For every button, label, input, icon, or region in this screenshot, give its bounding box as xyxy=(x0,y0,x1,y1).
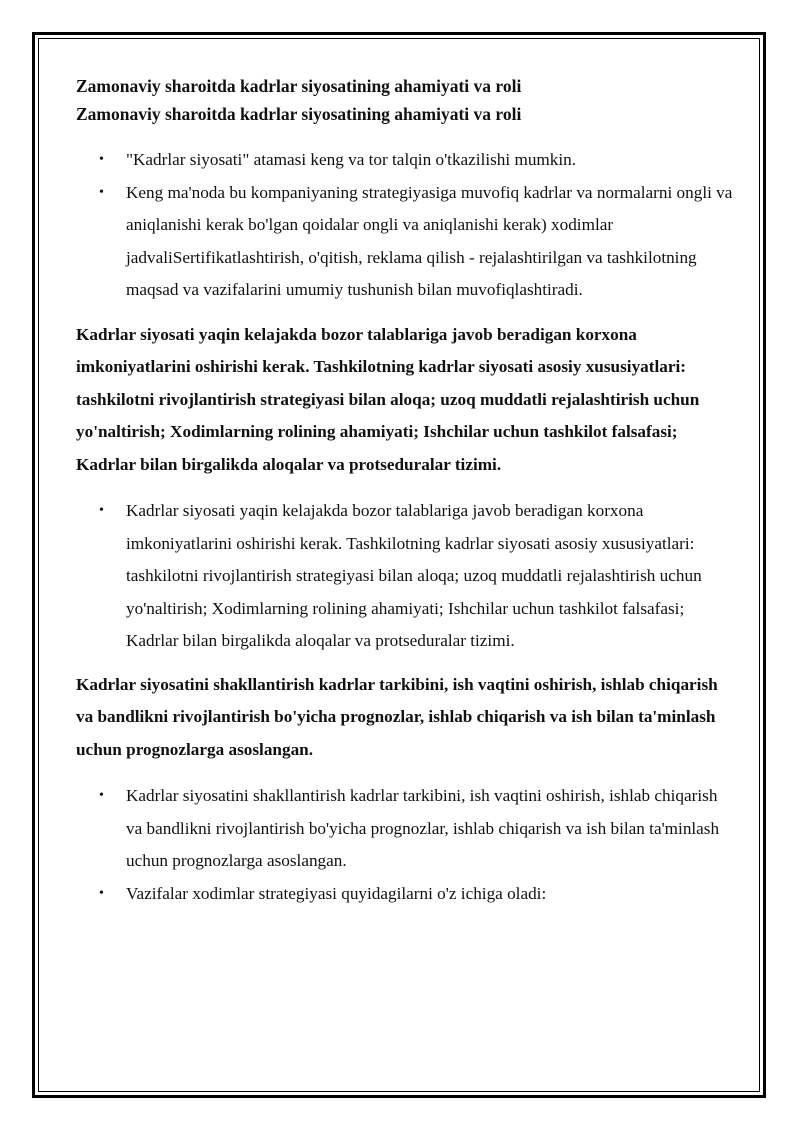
bold-paragraph-1: Kadrlar siyosati yaqin kelajakda bozor talablariga javob beradigan korxona imkoniyatlarini oshirishi kerak. Tashkilotning kadrlar siyosati asosiy xususiyatlari: tashkilotni rivojlantirish strategiyasi bilan aloqa; uzoq muddatli rejalashtirish uchun yo'naltirish; Xodimlarning rolining ahamiyati; Ishchilar uchun tashkilot falsafasi; Kadrlar bilan birgalikda aloqalar va protseduralar tizimi. xyxy=(76,324,700,474)
bullet-icon: • xyxy=(99,503,104,518)
document-title: Zamonaviy sharoitda kadrlar siyosatining ahamiyati va roli xyxy=(76,76,522,96)
title-block xyxy=(76,72,736,128)
bullet-icon: • xyxy=(99,885,104,901)
list-item xyxy=(76,495,736,658)
list-item xyxy=(76,144,736,177)
bullet-list-3 xyxy=(76,780,736,910)
list-item-text: "Kadrlar siyosati" atamasi keng va tor talqin o'tkazilishi mumkin. xyxy=(126,150,577,169)
list-item xyxy=(76,177,736,307)
bullet-list-1 xyxy=(76,144,736,307)
bullet-icon: • xyxy=(99,788,104,803)
bold-paragraph-2: Kadrlar siyosatini shakllantirish kadrlar tarkibini, ish vaqtini oshirish, ishlab chiqarish va bandlikni rivojlantirish bo'yicha prognozlar, ishlab chiqarish va ish bilan ta'minlash uchun prognozlarga asoslangan. xyxy=(76,674,718,759)
list-item-text: Vazifalar xodimlar strategiyasi quyidagilarni o'z ichiga oladi: xyxy=(126,883,547,903)
list-item xyxy=(76,878,736,911)
list-item xyxy=(76,780,736,878)
bullet-list-2 xyxy=(76,495,736,658)
list-item-text: Kadrlar siyosati yaqin kelajakda bozor talablariga javob beradigan korxona imkoniyatlarini oshirishi kerak. Tashkilotning kadrlar siyosati asosiy xususiyatlari: tashkilotni rivojlantirish strategiyasi bilan aloqa; uzoq muddatli rejalashtirish uchun yo'naltirish; Xodimlarning rolining ahamiyati; Ishchilar uchun tashkilot falsafasi; Kadrlar bilan birgalikda aloqalar va protseduralar tizimi. xyxy=(126,501,702,650)
document-title-repeat: Zamonaviy sharoitda kadrlar siyosatining ahamiyati va roli xyxy=(76,104,522,124)
list-item-text: Kadrlar siyosatini shakllantirish kadrlar tarkibini, ish vaqtini oshirish, ishlab chiqarish va bandlikni rivojlantirish bo'yicha prognozlar, ishlab chiqarish va ish bilan ta'minlash uchun prognozlarga asoslangan. xyxy=(126,786,720,870)
document-body xyxy=(76,72,736,910)
list-item-text: Keng ma'noda bu kompaniyaning strategiyasiga muvofiq kadrlar va normalarni ongli va aniqlanishi kerak bo'lgan qoidalar ongli va aniqlanishi kerak) xodimlar jadvaliSertifikatlashtirish, o'qitish, reklama qilish - rejalashtirilgan va tashkilotning maqsad va vazifalarini umumiy tushunish bilan muvofiqlashtiradi. xyxy=(126,182,733,299)
bullet-icon: • xyxy=(99,184,104,200)
bullet-icon: • xyxy=(99,152,104,167)
